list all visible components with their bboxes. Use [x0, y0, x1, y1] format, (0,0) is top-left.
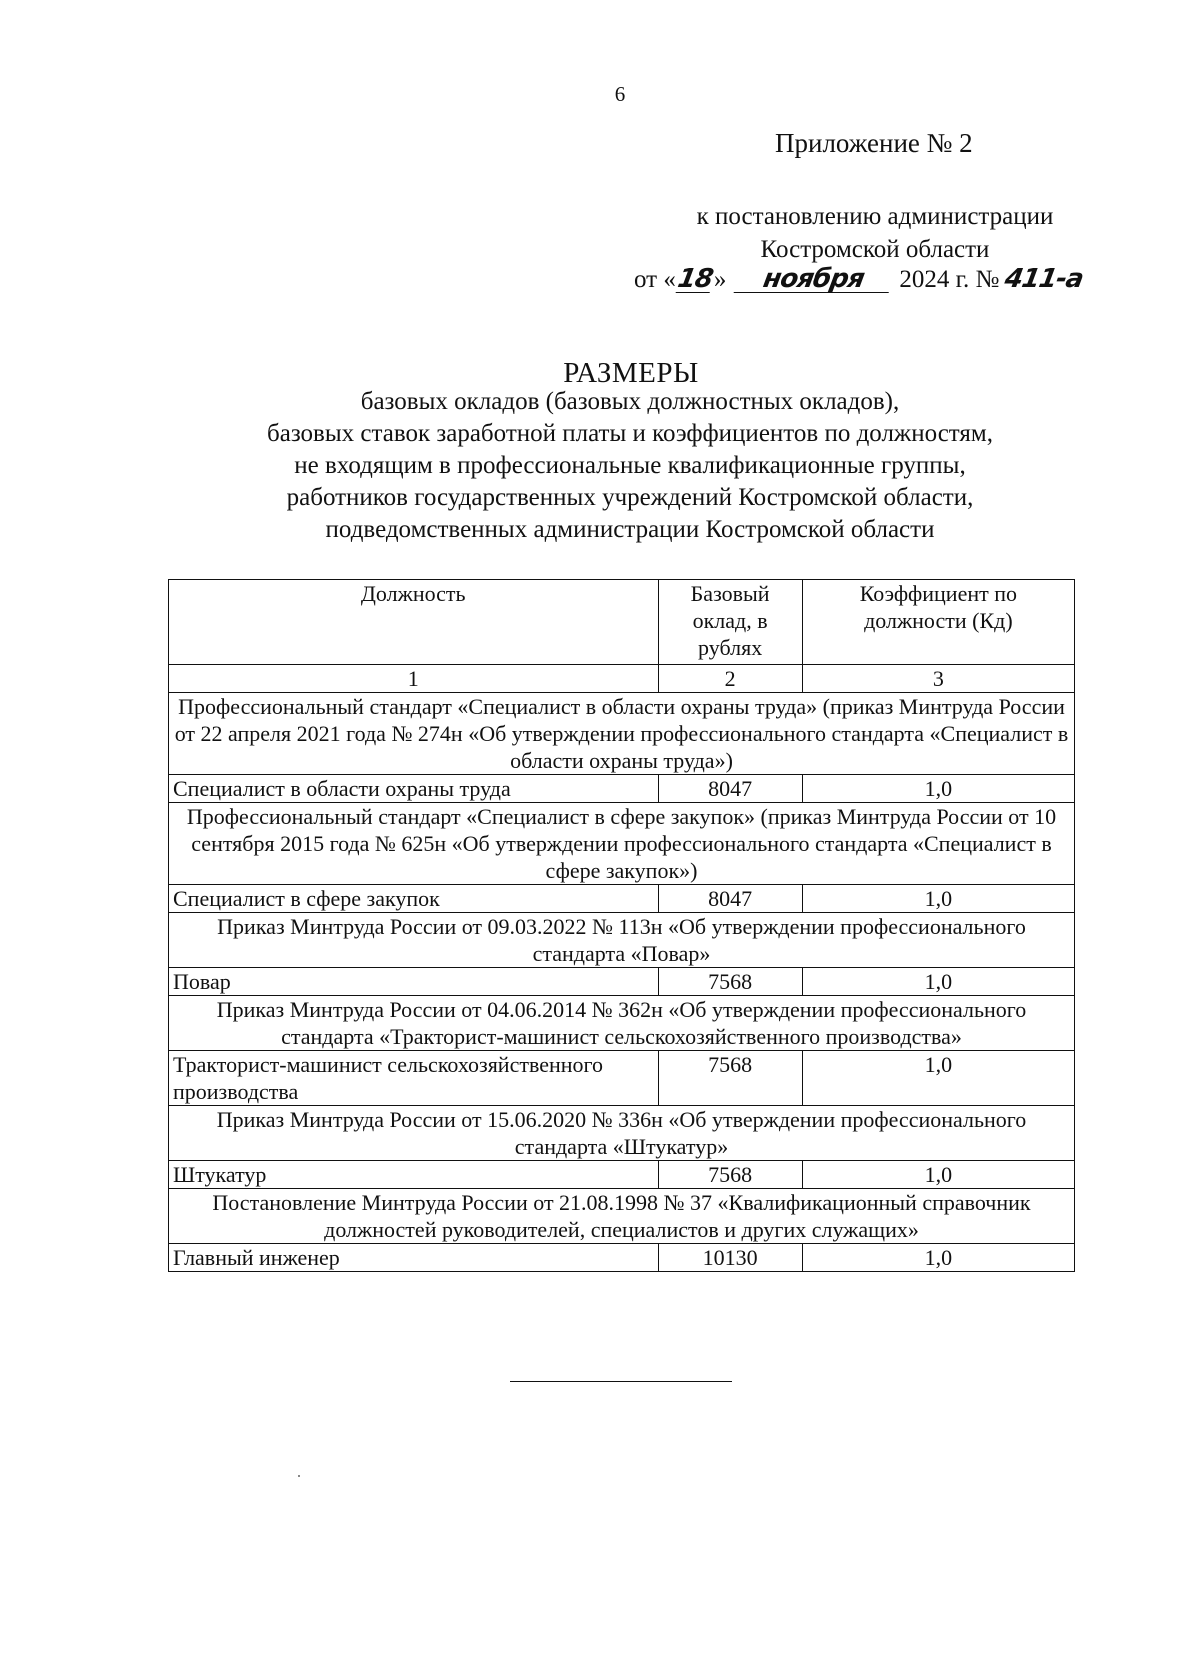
resolution-line-1: к постановлению администрации — [696, 203, 1054, 230]
salary-cell: 8047 — [658, 775, 802, 803]
standard-row — [169, 1106, 1075, 1161]
coefficient-cell: 1,0 — [802, 1051, 1074, 1106]
subtitle-line: базовых окладов (базовых должностных окладов), — [360, 388, 900, 415]
position-cell: Главный инженер — [169, 1244, 659, 1272]
salary-cell: 8047 — [658, 885, 802, 913]
position-cell: Штукатур — [169, 1161, 659, 1189]
table-header-row — [169, 580, 1075, 665]
standard-description: Приказ Минтруда России от 09.03.2022 № 113н «Об утверждении профессионального стандарта «Повар» — [169, 913, 1075, 968]
column-number: 2 — [658, 665, 802, 693]
subtitle-line: подведомственных администрации Костромской области — [325, 516, 935, 543]
closing-separator-line — [510, 1381, 732, 1382]
table-row — [169, 885, 1075, 913]
date-mid: » — [713, 266, 727, 293]
standard-row — [169, 1189, 1075, 1244]
standard-description: Приказ Минтруда России от 04.06.2014 № 362н «Об утверждении профессионального стандарта «Тракторист-машинист сельскохозяйственного производства» — [169, 996, 1075, 1051]
date-year: 2024 г. № — [899, 266, 1000, 293]
page-number: 6 — [614, 82, 626, 106]
table-row — [169, 1051, 1075, 1106]
subtitle-line: работников государственных учреждений Костромской области, — [286, 484, 974, 511]
header-coefficient: Коэффициент по должности (Кд) — [802, 580, 1074, 665]
coefficient-cell: 1,0 — [802, 1244, 1074, 1272]
standard-row — [169, 803, 1075, 885]
standard-row — [169, 996, 1075, 1051]
coefficient-cell: 1,0 — [802, 885, 1074, 913]
coefficient-cell: 1,0 — [802, 968, 1074, 996]
column-number-row — [169, 665, 1075, 693]
coefficient-cell: 1,0 — [802, 775, 1074, 803]
table-row — [169, 1244, 1075, 1272]
subtitle-line: базовых ставок заработной платы и коэффициентов по должностям, — [267, 420, 993, 447]
scan-speck — [298, 1475, 300, 1477]
standard-description: Приказ Минтруда России от 15.06.2020 № 336н «Об утверждении профессионального стандарта «Штукатур» — [169, 1106, 1075, 1161]
salary-table — [168, 579, 1075, 1272]
position-cell: Тракторист-машинист сельскохозяйственного производства — [169, 1051, 659, 1106]
standard-row — [169, 693, 1075, 775]
salary-cell: 7568 — [658, 968, 802, 996]
resolution-reference — [620, 200, 1130, 266]
standard-row — [169, 913, 1075, 968]
handwritten-number: 411-а — [1002, 264, 1086, 294]
standard-description: Профессиональный стандарт «Специалист в области охраны труда» (приказ Минтруда России от 22 апреля 2021 года № 274н «Об утверждении профессионального стандарта «Специалист в области охраны труда») — [169, 693, 1075, 775]
resolution-date-line — [634, 266, 1099, 294]
document-subtitle — [150, 386, 1110, 546]
appendix-title: Приложение № 2 — [775, 128, 973, 158]
salary-cell: 10130 — [658, 1244, 802, 1272]
document-title: РАЗМЕРЫ — [563, 357, 699, 389]
handwritten-day: 18 — [675, 264, 715, 294]
subtitle-line: не входящим в профессиональные квалификационные группы, — [294, 452, 966, 479]
table-row — [169, 1161, 1075, 1189]
column-number: 1 — [169, 665, 659, 693]
coefficient-cell: 1,0 — [802, 1161, 1074, 1189]
handwritten-month: ноября — [734, 266, 894, 293]
resolution-line-2: Костромской области — [760, 236, 990, 263]
table-row — [169, 775, 1075, 803]
position-cell: Специалист в области охраны труда — [169, 775, 659, 803]
position-cell: Специалист в сфере закупок — [169, 885, 659, 913]
standard-description: Профессиональный стандарт «Специалист в сфере закупок» (приказ Минтруда России от 10 сентября 2015 года № 625н «Об утверждении профессионального стандарта «Специалист в сфере закупок») — [169, 803, 1075, 885]
date-prefix: от « — [634, 266, 676, 293]
header-salary: Базовый оклад, в рублях — [658, 580, 802, 665]
table-row — [169, 968, 1075, 996]
header-position: Должность — [169, 580, 659, 665]
standard-description: Постановление Минтруда России от 21.08.1998 № 37 «Квалификационный справочник должностей руководителей, специалистов и других служащих» — [169, 1189, 1075, 1244]
column-number: 3 — [802, 665, 1074, 693]
salary-cell: 7568 — [658, 1161, 802, 1189]
salary-cell: 7568 — [658, 1051, 802, 1106]
position-cell: Повар — [169, 968, 659, 996]
